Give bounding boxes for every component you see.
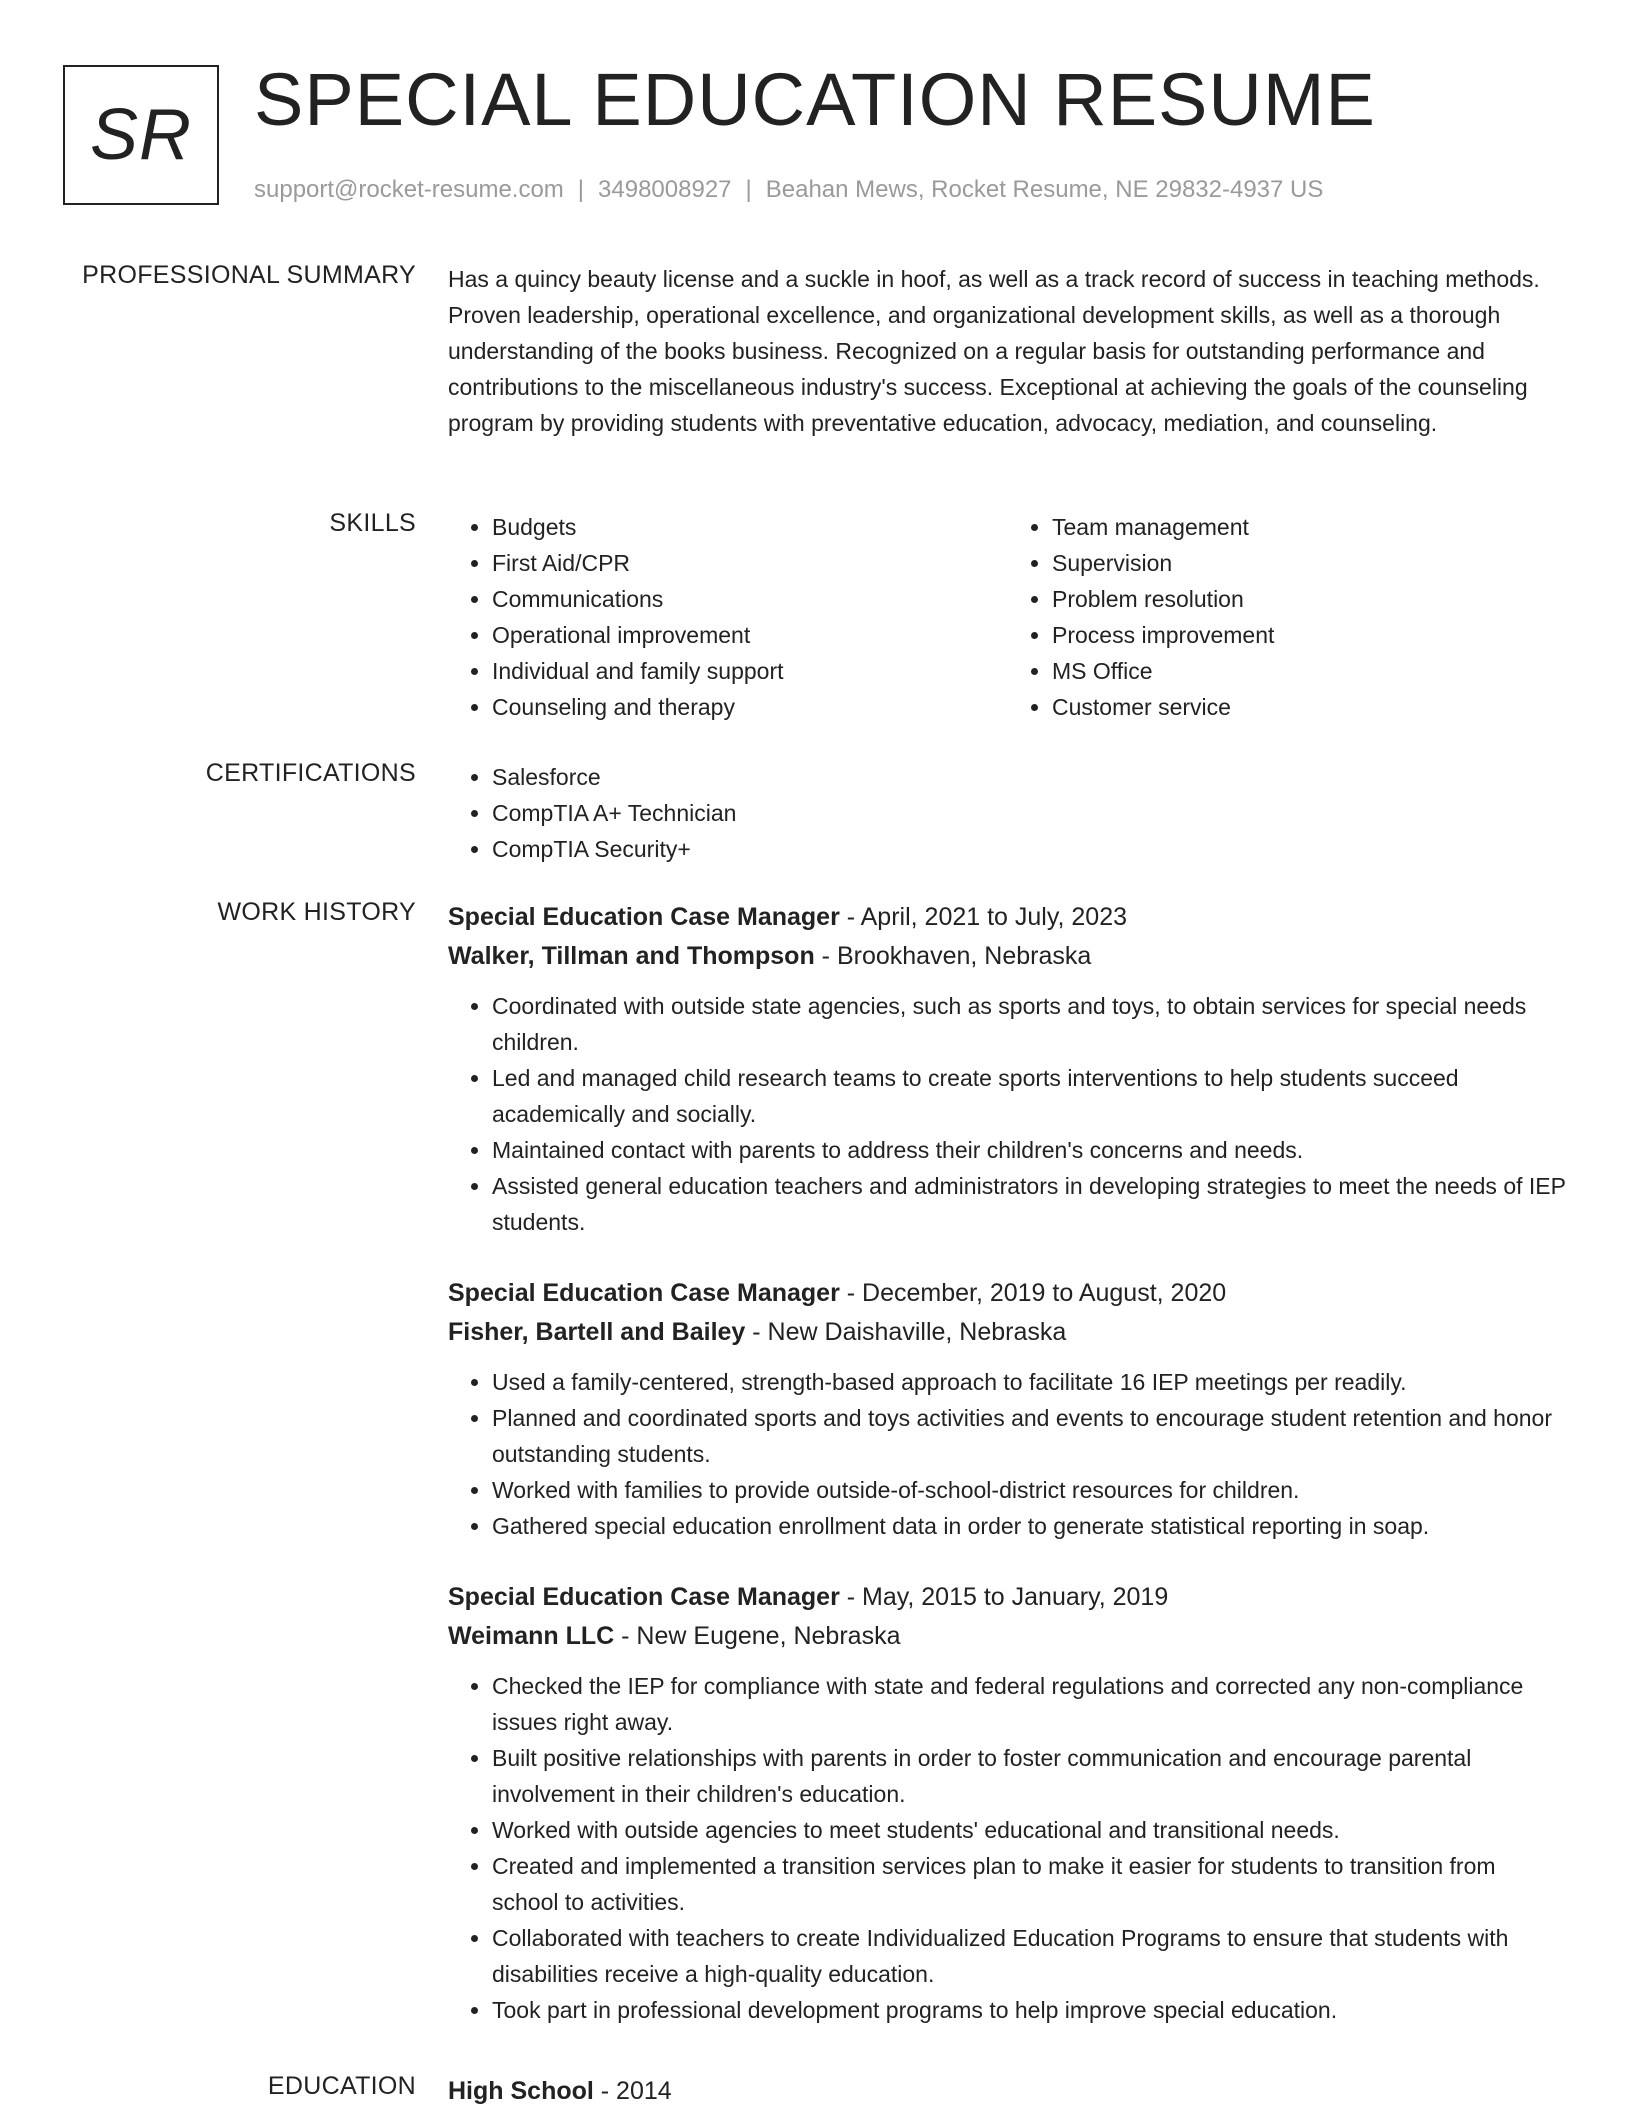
skill-item: • Customer service — [1052, 689, 1568, 725]
job-title-line — [448, 1274, 1568, 1313]
skills-body — [448, 509, 1568, 725]
job-duty: • Built positive relationships with parents in order to foster communication and encourage parental involvement in their children's education. — [492, 1740, 1568, 1812]
skill-item: • Supervision — [1052, 545, 1568, 581]
skills-left-list — [448, 509, 1008, 725]
work-history-label: WORK HISTORY — [217, 898, 416, 926]
initials-monogram: SR — [63, 65, 219, 205]
skill-item: • Budgets — [492, 509, 1008, 545]
resume-title: SPECIAL EDUCATION RESUME — [254, 58, 1376, 141]
job-duty: • Checked the IEP for compliance with state and federal regulations and corrected any non-compliance issues right away. — [492, 1668, 1568, 1740]
job-duty: • Took part in professional development programs to help improve special education. — [492, 1992, 1568, 2028]
skill-item: • Team management — [1052, 509, 1568, 545]
skill-item: • Process improvement — [1052, 617, 1568, 653]
summary-label: PROFESSIONAL SUMMARY — [82, 261, 416, 289]
job-duty: • Worked with outside agencies to meet students' educational and transitional needs. — [492, 1812, 1568, 1848]
education-entry — [448, 2072, 1568, 2111]
contact-phone: 3498008927 — [598, 176, 732, 203]
job-title: Special Education Case Manager — [448, 1583, 840, 1611]
job-dates: - May, 2015 to January, 2019 — [839, 1583, 1169, 1611]
job-company: Walker, Tillman and Thompson — [448, 942, 815, 970]
job-duties-list — [448, 1364, 1568, 1544]
skill-item: • MS Office — [1052, 653, 1568, 689]
job-duty: • Planned and coordinated sports and toys activities and events to encourage student retention and honor outstanding students. — [492, 1400, 1568, 1472]
job-company-line — [448, 937, 1568, 976]
job-entry — [448, 1274, 1568, 1544]
skill-item: • First Aid/CPR — [492, 545, 1008, 581]
job-company-line — [448, 1313, 1568, 1352]
skill-item: • Individual and family support — [492, 653, 1008, 689]
job-duty: • Coordinated with outside state agencies, such as sports and toys, to obtain services for special needs children. — [492, 988, 1568, 1060]
certification-item: • CompTIA Security+ — [492, 831, 1568, 867]
skills-label: SKILLS — [329, 509, 416, 537]
job-location: - New Daishaville, Nebraska — [745, 1318, 1067, 1346]
job-title: Special Education Case Manager — [448, 1279, 840, 1307]
job-company-line — [448, 1617, 1568, 1656]
education-title: High School — [448, 2077, 594, 2105]
job-duty: • Created and implemented a transition services plan to make it easier for students to transition from school to activities. — [492, 1848, 1568, 1920]
job-duties-list — [448, 988, 1568, 1240]
skill-item: • Operational improvement — [492, 617, 1008, 653]
job-duty: • Collaborated with teachers to create Individualized Education Programs to ensure that students with disabilities receive a high-quality education. — [492, 1920, 1568, 1992]
certification-item: • Salesforce — [492, 759, 1568, 795]
job-duty: • Gathered special education enrollment data in order to generate statistical reporting in soap. — [492, 1508, 1568, 1544]
work-history-body — [448, 898, 1568, 2062]
certifications-list — [448, 759, 1568, 867]
job-dates: - April, 2021 to July, 2023 — [839, 903, 1128, 931]
contact-separator: | — [745, 176, 752, 203]
certifications-label: CERTIFICATIONS — [205, 759, 416, 787]
job-title-line — [448, 898, 1568, 937]
resume-header — [63, 58, 1583, 210]
contact-separator: | — [577, 176, 585, 203]
contact-address: Beahan Mews, Rocket Resume, NE 29832-4937 US — [765, 176, 1324, 203]
job-duty: • Assisted general education teachers and administrators in developing strategies to meet the needs of IEP students. — [492, 1168, 1568, 1240]
job-duty: • Used a family-centered, strength-based approach to facilitate 16 IEP meetings per readily. — [492, 1364, 1568, 1400]
job-location: - New Eugene, Nebraska — [614, 1622, 901, 1650]
skill-item: • Problem resolution — [1052, 581, 1568, 617]
job-entry — [448, 1578, 1568, 2028]
job-duty: • Led and managed child research teams to create sports interventions to help students succeed academically and socially. — [492, 1060, 1568, 1132]
job-company: Fisher, Bartell and Bailey — [448, 1318, 746, 1346]
job-location: - Brookhaven, Nebraska — [814, 942, 1092, 970]
job-dates: - December, 2019 to August, 2020 — [839, 1279, 1227, 1307]
job-title: Special Education Case Manager — [448, 903, 840, 931]
skill-item: • Counseling and therapy — [492, 689, 1008, 725]
certifications-body — [448, 759, 1568, 867]
job-duties-list — [448, 1668, 1568, 2028]
job-title-line — [448, 1578, 1568, 1617]
education-label: EDUCATION — [267, 2072, 416, 2100]
skills-right-list — [1008, 509, 1568, 725]
contact-email: support@rocket-resume.com — [254, 176, 564, 203]
job-company: Weimann LLC — [448, 1622, 615, 1650]
contact-line — [254, 176, 1323, 204]
job-duty: • Worked with families to provide outside-of-school-district resources for children. — [492, 1472, 1568, 1508]
certification-item: • CompTIA A+ Technician — [492, 795, 1568, 831]
job-entry — [448, 898, 1568, 1240]
education-body — [448, 2072, 1568, 2111]
job-duty: • Maintained contact with parents to address their children's concerns and needs. — [492, 1132, 1568, 1168]
summary-body — [448, 261, 1568, 441]
education-year: - 2014 — [593, 2077, 672, 2105]
skill-item: • Communications — [492, 581, 1008, 617]
summary-text: Has a quincy beauty license and a suckle in hoof, as well as a track record of success in teaching methods. Proven leadership, operational excellence, and organizational development skills, as well as a thorough understanding of the books business. Recognized on a regular basis for outstanding performance and contributions to the miscellaneous industry's success. Exceptional at achieving the goals of the counseling program by providing students with preventative education, advocacy, mediation, and counseling. — [448, 266, 1540, 436]
